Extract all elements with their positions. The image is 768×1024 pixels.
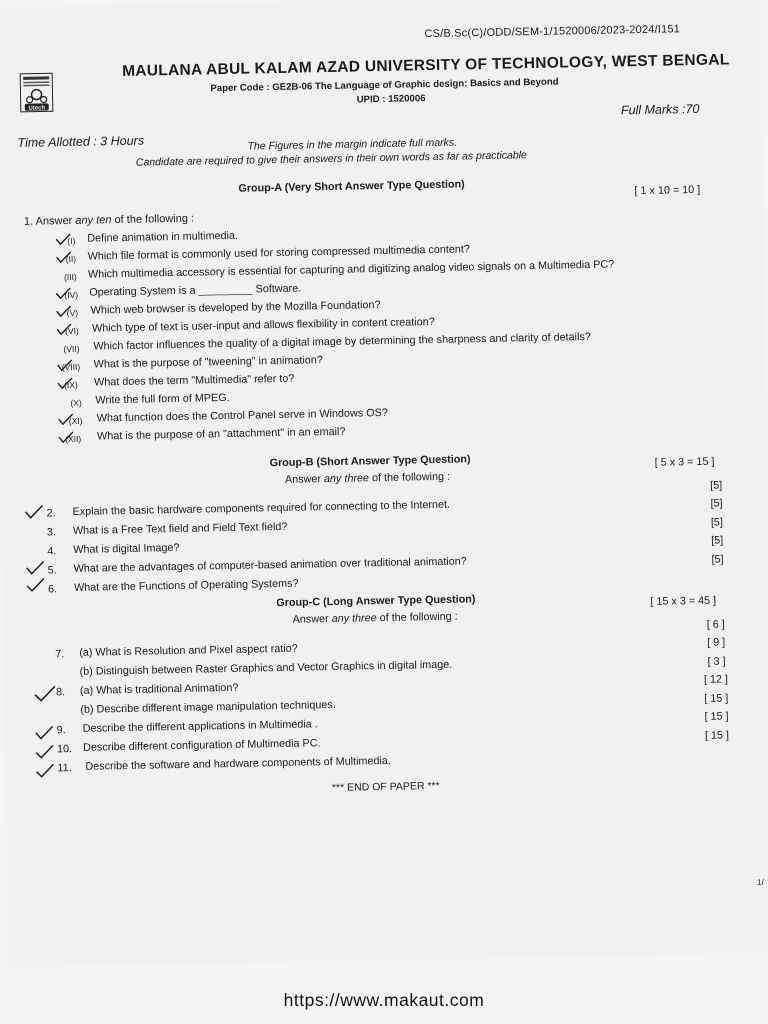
item-number: (XI) [68, 415, 83, 427]
group-a-marks: [ 1 x 10 = 10 ] [634, 183, 701, 198]
handwritten-check-marks [32, 682, 64, 779]
item-marks: [ 9 ] [707, 636, 726, 649]
item-number: (XII) [65, 433, 82, 445]
item-text: (b) Describe different image manipulation techniques. [80, 698, 336, 716]
paper-code: Paper Code : GE2B-06 The Language of Graphic design: Basics and Beyond [210, 76, 559, 95]
item-number: 9. [56, 724, 66, 737]
item-number: 2. [46, 507, 56, 520]
item-number: 3. [46, 526, 57, 539]
item-marks: [5] [710, 479, 723, 492]
item-text: Describe the software and hardware components of Multimedia. [85, 754, 391, 773]
question-number: 1. [23, 215, 34, 228]
item-number: (IV) [64, 289, 79, 301]
item-number: 6. [47, 583, 58, 596]
item-marks: [5] [711, 534, 724, 547]
item-text: Describe the different applications in Multimedia . [82, 718, 318, 735]
item-marks: [ 15 ] [704, 692, 729, 705]
item-text: Define animation in multimedia. [87, 229, 239, 245]
item-text: What are the advantages of computer-based animation over traditional animation? [73, 555, 467, 575]
question-1-instruction [24, 213, 194, 228]
item-text: What is digital Image? [73, 541, 180, 556]
item-number: 5. [47, 564, 57, 577]
page-corner-mark: 1/ [757, 877, 764, 887]
item-text: What function does the Control Panel serve in Windows OS? [96, 406, 388, 425]
item-number: 11. [57, 762, 72, 775]
item-number: 7. [55, 648, 65, 661]
item-text: What does the term "Multimedia" refer to? [93, 372, 295, 389]
item-text: Which factor influences the quality of a digital image by determining the sharpness and clarity of details? [93, 331, 591, 353]
item-text: What is the purpose of an "attachment" in an email? [96, 425, 346, 443]
item-number: (II) [65, 253, 77, 265]
instruction-prefix: Answer [292, 613, 329, 626]
source-url[interactable]: https://www.makaut.com [283, 990, 485, 1010]
instruction-suffix: of the following : [379, 610, 458, 625]
instruction-prefix: Answer [284, 473, 322, 486]
item-text: What is the purpose of "tweening" in animation? [93, 354, 323, 371]
group-c-marks: [ 15 x 3 = 45 ] [650, 594, 717, 608]
group-c-title: Group-C (Long Answer Type Question) [276, 593, 476, 610]
item-number: (V) [66, 307, 79, 319]
item-number: 8. [55, 686, 66, 699]
upid: UPID : 1520006 [356, 93, 426, 106]
time-allotted: Time Allotted : 3 Hours [17, 133, 145, 150]
item-number: (I) [67, 235, 76, 247]
item-number: (IX) [64, 379, 78, 391]
item-text: (a) What is traditional Animation? [79, 681, 239, 697]
university-logo [19, 72, 54, 113]
item-text: Which multimedia accessory is essential for capturing and digitizing analog video signals on a Multimedia PC? [87, 258, 615, 281]
item-text: Which file format is commonly used for storing compressed multimedia content? [87, 243, 470, 263]
end-of-paper: *** END OF PAPER *** [331, 779, 440, 795]
instruction-emphasis: any three [323, 472, 370, 486]
instruction-suffix: of the following : [371, 470, 451, 485]
instruction-emphasis: any ten [75, 214, 112, 227]
item-marks: [ 12 ] [703, 673, 729, 686]
item-marks: [ 15 ] [704, 710, 729, 723]
item-text: What is a Free Text field and Field Text field? [72, 520, 288, 537]
paper-reference-code: CS/B.Sc(C)/ODD/SEM-1/1520006/2023-2024/I151 [424, 23, 681, 41]
group-b-instruction [285, 471, 450, 486]
item-marks: [5] [711, 553, 724, 566]
handwritten-check-marks [22, 501, 50, 591]
item-text: Operating System is a _________ Software. [89, 282, 302, 299]
group-a-title: Group-A (Very Short Answer Type Question) [238, 178, 465, 195]
item-text: Which type of text is user-input and allows flexibility in content creation? [91, 315, 435, 335]
item-text: What are the Functions of Operating Systems? [73, 577, 299, 594]
item-number: 4. [47, 545, 57, 558]
instruction-emphasis: any three [331, 612, 377, 626]
instruction-suffix: of the following : [114, 212, 195, 227]
item-text: Describe different configuration of Multimedia PC. [82, 737, 321, 754]
group-b-marks: [ 5 x 3 = 15 ] [654, 455, 715, 469]
item-text: Explain the basic hardware components required for connecting to the Internet. [72, 498, 451, 518]
item-marks: [5] [710, 516, 724, 529]
instruction-prefix: Answer [35, 214, 73, 228]
group-b-title: Group-B (Short Answer Type Question) [269, 453, 471, 470]
item-marks: [ 15 ] [704, 729, 730, 742]
logo-lettering: Utech [28, 105, 46, 112]
instruction-line-1: The Figures in the margin indicate full marks. [247, 136, 458, 153]
item-number: (VII) [63, 343, 80, 355]
item-number: 10. [56, 743, 73, 756]
item-marks: [ 6 ] [706, 618, 725, 631]
item-text: (a) What is Resolution and Pixel aspect ratio? [79, 642, 298, 659]
item-text: Which web browser is developed by the Mozilla Foundation? [90, 299, 381, 317]
item-marks: [ 3 ] [707, 655, 726, 668]
item-text: (b) Distinguish between Raster Graphics and Vector Graphics in digital image. [79, 658, 453, 678]
item-number: (III) [63, 271, 77, 283]
item-number: (X) [70, 397, 82, 409]
instruction-line-2: Candidate are required to give their answers in their own words as far as practicable [135, 149, 527, 169]
handwritten-check-marks [53, 231, 82, 451]
item-number: (VIII) [61, 361, 81, 373]
item-marks: [5] [710, 497, 723, 510]
full-marks: Full Marks :70 [620, 101, 700, 118]
group-c-instruction [293, 611, 458, 626]
item-text: Write the full form of MPEG. [95, 391, 230, 407]
item-number: (VI) [64, 325, 79, 337]
university-name: MAULANA ABUL KALAM AZAD UNIVERSITY OF TECHNOLOGY, WEST BENGAL [121, 51, 730, 80]
